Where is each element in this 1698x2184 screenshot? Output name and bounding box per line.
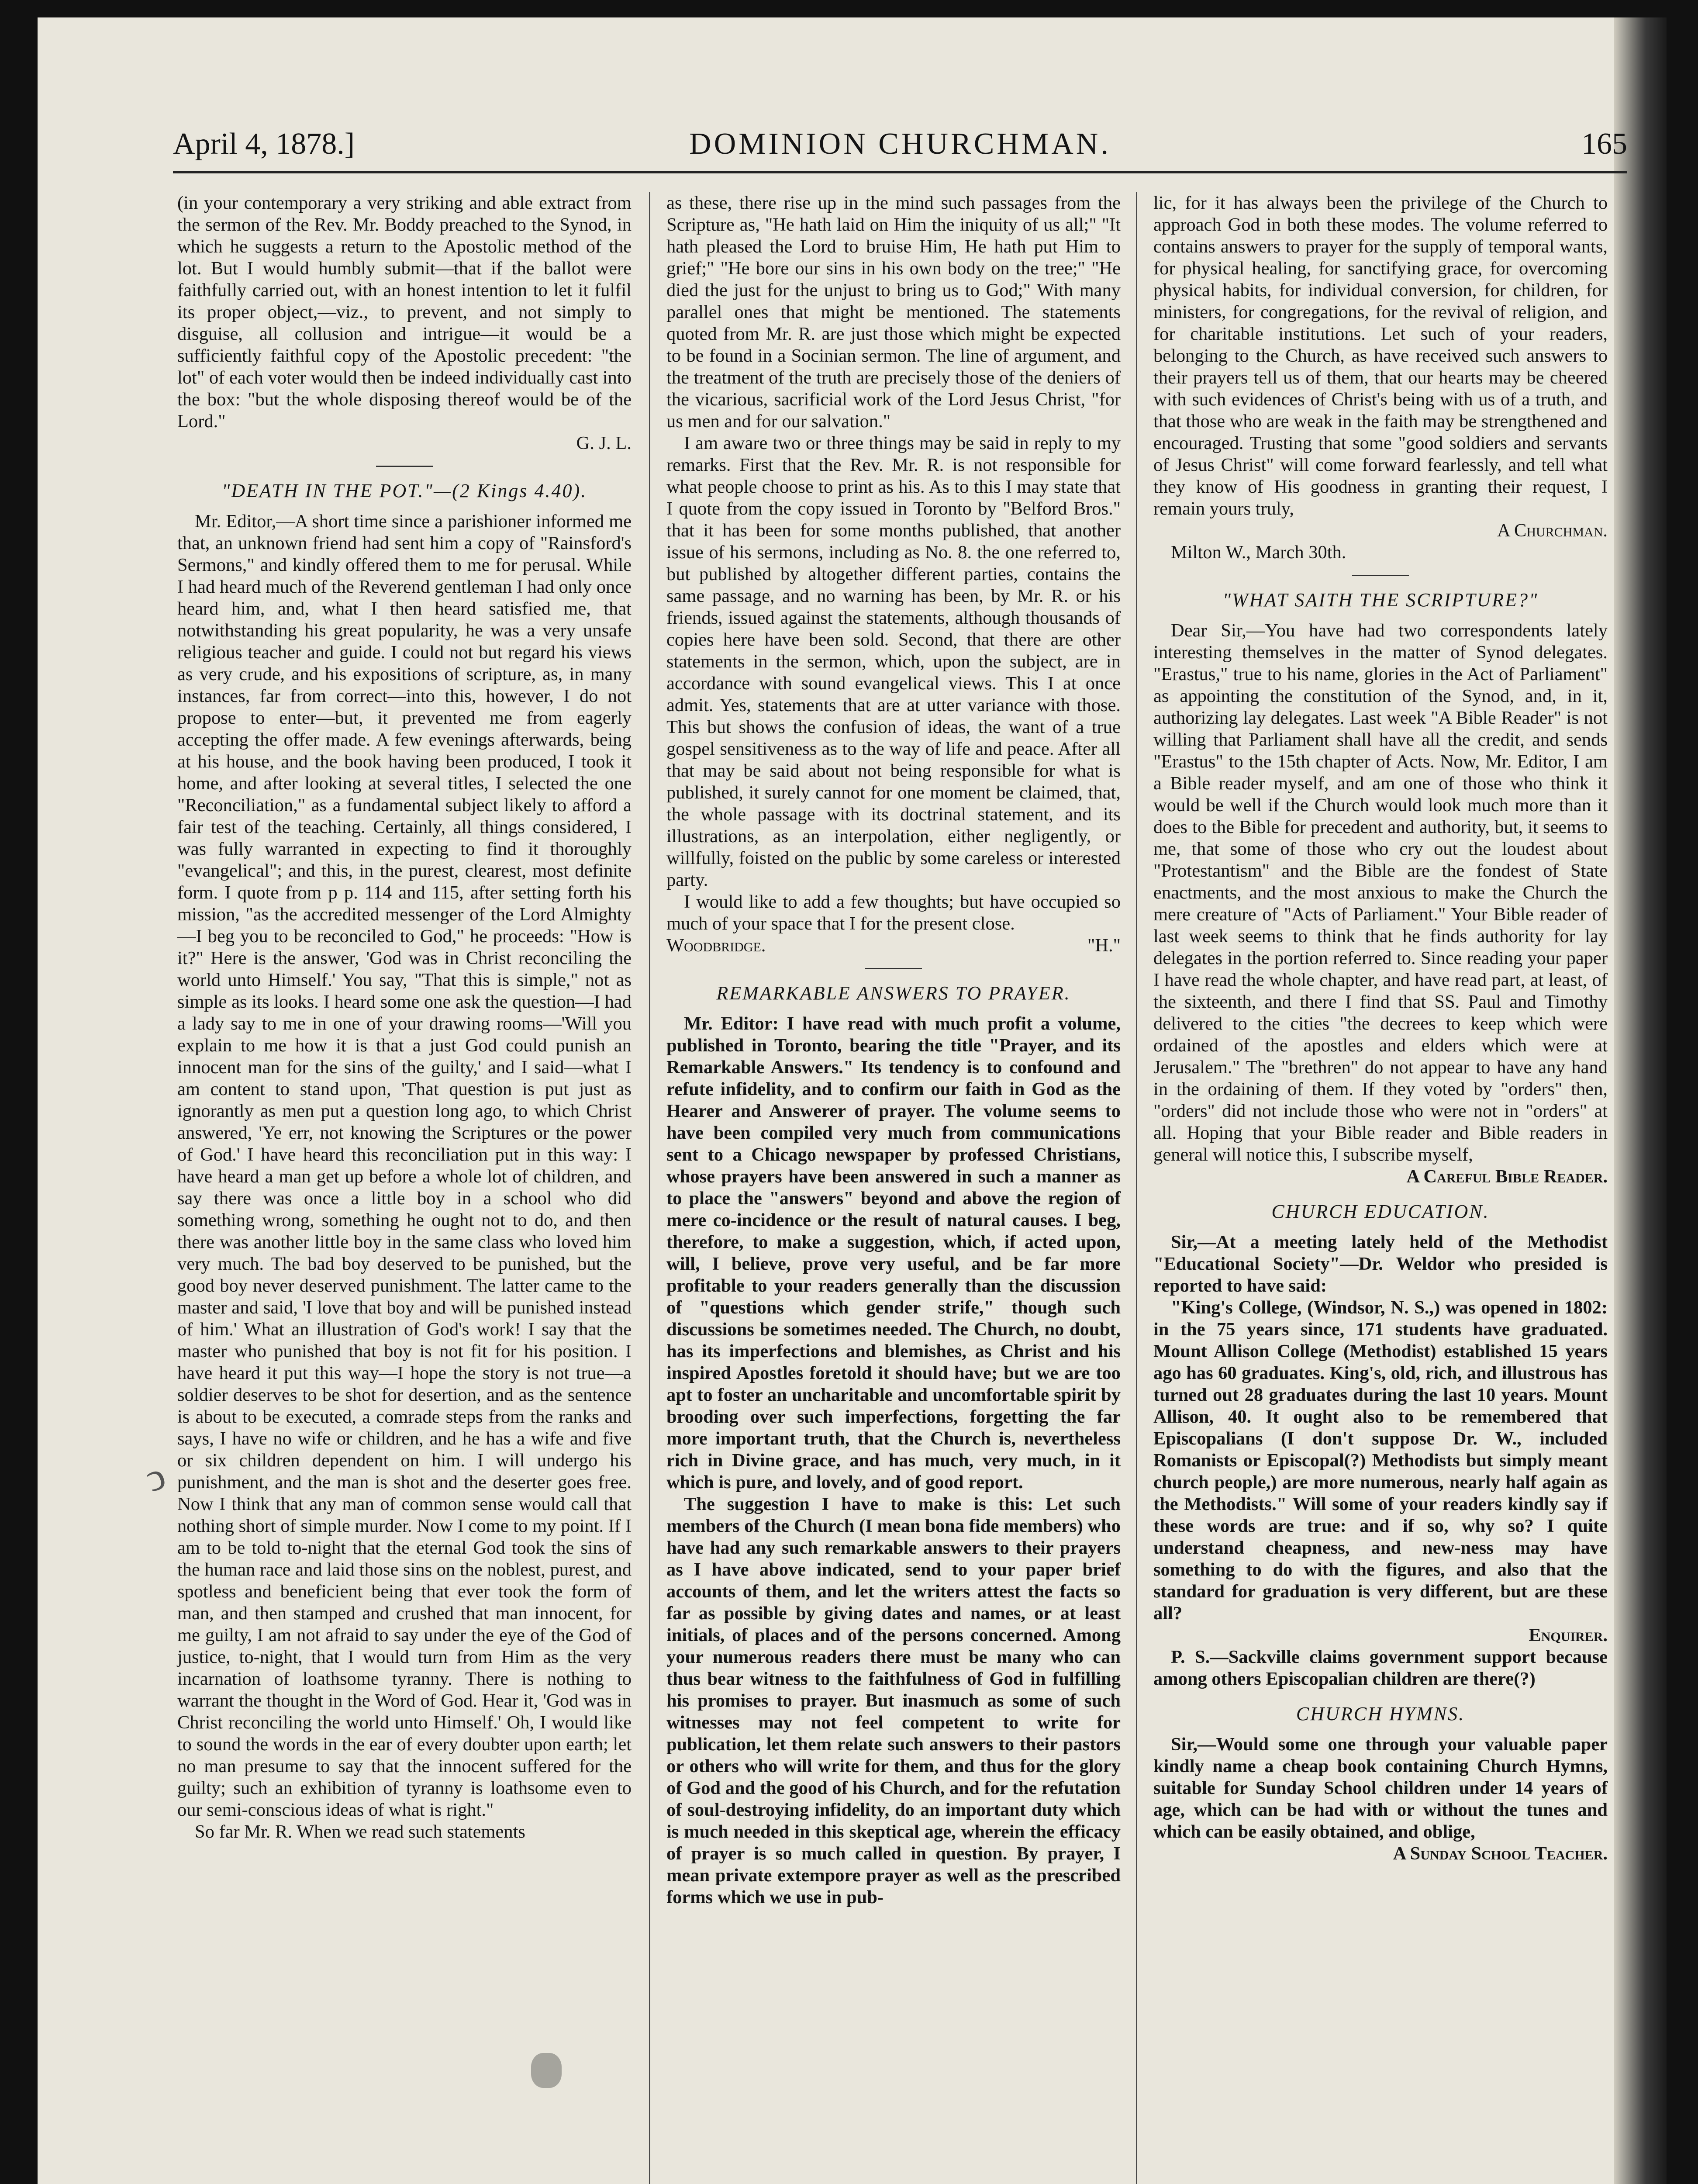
letter-paragraph: Sir,—Would some one through your valuable paper kindly name a cheap book containing Church Hymns, suitable for Sunday School children under 14 years of age, which can be had with or without the tunes and which can be easily obtained, and oblige, bbox=[1153, 1734, 1608, 1842]
letter-signature: G. J. L. bbox=[576, 433, 632, 453]
page-number: 165 bbox=[1581, 127, 1627, 161]
page-header bbox=[173, 118, 1627, 166]
issue-date: April 4, 1878.] bbox=[173, 127, 355, 161]
letter-paragraph: I would like to add a few thoughts; but have occupied so much of your space that I for the present close. bbox=[666, 892, 1121, 934]
section-rule bbox=[865, 968, 922, 969]
article-heading: CHURCH EDUCATION. bbox=[1271, 1201, 1490, 1222]
letter-signoff bbox=[666, 935, 1121, 957]
letter-signature: A Sunday School Teacher. bbox=[1393, 1843, 1608, 1864]
letter-paragraph: The suggestion I have to make is this: Let such members of the Church (I mean bona fide members) who have had any such remarkable answers to their prayers as I have above indicated, send to your paper brief accounts of them, and let the writers attest the facts so far as possible by giving dates and names, or at least initials, of places and of the persons concerned. Among your numerous readers there must be many who can thus bear witness to the faithfulness of God in fulfilling his promises to prayer. But inasmuch as some of such witnesses may not feel competent to write for publication, let them relate such answers to their pastors or others who will write for them, and thus for the glory of God and the good of his Church, and for the refutation of soul-destroying infidelity, do an important duty which is much needed in this skeptical age, wherein the efficacy of prayer is so much called in question. By prayer, I mean private extempore prayer as well as the prescribed forms which we use in pub- bbox=[666, 1494, 1121, 1908]
column-divider bbox=[649, 192, 650, 2184]
column-2 bbox=[666, 192, 1121, 1908]
article-heading: CHURCH HYMNS. bbox=[1296, 1703, 1465, 1724]
newspaper-page bbox=[38, 17, 1667, 2184]
letter-paragraph: Mr. Editor,—A short time since a parishioner informed me that, an unknown friend had sent him a copy of "Rainsford's Sermons," and kindly offered them to me for perusal. While I had heard much of the Reverend gentleman I had only once heard him, and, what I then heard satisfied me, that notwithstanding his great popularity, he was a very unsafe religious teacher and guide. I could not but regard his views as very crude, and his expositions of scripture, as, in many instances, far from correct—into this, however, I do not propose to enter—but, it prevented me from eagerly accepting the offer made. A few evenings afterwards, being at his house, and the book having been produced, I took it home, and after looking at several titles, I selected the one "Reconciliation," as a fundamental subject likely to afford a fair test of the teaching. Certainly, all things considered, I was fully warranted in expecting to find it thoroughly "evangelical"; and this, in the purest, clearest, most definite form. I quote from p p. 114 and 115, after setting forth his mission, "as the accredited messenger of the Lord Almighty—I beg you to be reconciled to God," he proceeds: "How is it?" Here is the answer, 'God was in Christ reconciling the world unto Himself.' You say, "That this is simple," not as simple as its looks. I heard some one ask the question—I had a lady say to me in one of your drawing rooms—'Will you explain to me how it is that a just God could punish an innocent man for the sins of the guilty,' and I said—what I am content to stand upon, 'That question is put just as ignorantly as men put a question long ago, to which Christ answered, 'Ye err, not knowing the Scriptures or the power of God.' I have heard this reconciliation put in this way: I have heard a man get up before a whole lot of children, and say there was once a little boy in a school who did something wrong, something he ought not to do, and then there was another little boy in the same class who loved him very much. The bad boy deserved to be punished, but the good boy never deserved punishment. The latter came to the master and said, 'I love that boy and will be punished instead of him.' What an illustration of God's work! I say that the master who punished that boy is not fit for his position. I have heard it put this way—I hope the story is not true—a soldier deserves to be shot for desertion, and as the sentence is about to be executed, a comrade steps from the ranks and says, I have no wife or children, and he has a wife and five or six children dependent on him. I will undergo his punishment, and the man is shot and the deserter goes free. Now I think that any man of common sense would call that nothing short of simple murder. Now I come to my point. If I am to be told to-night that the eternal God took the sins of the human race and laid those sins on the noblest, purest, and spotless and beneficient being that ever took the form of man, and then stamped and crushed that man innocent, for me guilty, I am not afraid to say under the eye of the God of justice, to-night, that I would turn from Him as the very incarnation of loathsome tyranny. There is nothing to warrant the thought in the Word of God. Hear it, 'God was in Christ reconciling the world unto Himself.' Oh, I would like to sound the words in the ear of every doubter upon earth; let no man presume to say that the innocent suffered for the guilty; such an exhibition of tyranny is loathsome even to our semi-conscious ideas of what is right." bbox=[177, 511, 632, 1820]
section-rule bbox=[376, 466, 433, 467]
binding-shadow bbox=[1614, 17, 1667, 2184]
column-3 bbox=[1153, 192, 1608, 1865]
letter-paragraph: Dear Sir,—You have had two correspondents lately interesting themselves in the matter of Synod delegates. "Erastus," true to his name, glories in the Act of Parliament" as appointing the constitution of the Synod, and, in it, authorizing lay delegates. Last week "A Bible Reader" is not willing that Parliament shall have all the credit, and sends "Erastus" to the 15th chapter of Acts. Now, Mr. Editor, I am a Bible reader myself, and am one of those who think it would be well if the Church would look much more than it does to the Bible for precedent and authority, but, it seems to me, that some of those who cry out the loudest about "Protestantism" and the Bible are the fondest of State enactments, and the most anxious to make the Church the mere creature of "Acts of Parliament." Your Bible reader of last week seems to think that he finds authority for lay delegates in the portion referred to. Since reading your paper I have read the whole chapter, and have read part, at least, of the sixteenth, and there I find that SS. Paul and Timothy delivered to the cities "the decrees to keep which were ordained of the apostles and elders which were at Jerusalem." The "brethren" do not appear to have any hand in the ordaining of them. If they voted by "orders" then, "orders" did not include those who were not in "orders" at all. Hoping that your Bible reader and Bible readers in general will notice this, I subscribe myself, bbox=[1153, 620, 1608, 1165]
letter-paragraph: Mr. Editor: I have read with much profit a volume, published in Toronto, bearing the title "Prayer, and its Remarkable Answers." Its tendency is to confound and refute infidelity, and to confirm our faith in God as the Hearer and Answerer of prayer. The volume seems to have been compiled very much from communications sent to a Chicago newspaper by professed Christians, whose prayers have been answered in such a manner as to place the "answers" beyond and above the region of mere co-incidence or the result of natural causes. I beg, therefore, to make a suggestion, which, if acted upon, will, I believe, prove very useful, and be far more profitable to your readers generally than the discussion of "questions which gender strife," though such discussions be sometimes needed. The Church, no doubt, has its imperfections and blemishes, as Christ and his inspired Apostles foretold it should have; but we are too apt to foster an uncharitable and uncomfortable spirit by brooding over such imperfections, forgetting the far more important truth, that the Church is, nevertheless rich in Divine grace, and has much, very much, in it which is pure, and lovely, and of good report. bbox=[666, 1013, 1121, 1493]
letter-paragraph: So far Mr. R. When we read such statements bbox=[195, 1821, 525, 1842]
letter-place: Milton W., March 30th. bbox=[1171, 542, 1346, 563]
letter-signature: Enquirer. bbox=[1529, 1625, 1608, 1645]
letter-signature: A Churchman. bbox=[1497, 520, 1608, 541]
article-heading: "DEATH IN THE POT."—(2 Kings 4.40). bbox=[221, 480, 587, 501]
letter-signature: A Careful Bible Reader. bbox=[1406, 1166, 1608, 1187]
letter-paragraph: P. S.—Sackville claims government support because among others Episcopalian children are there(?) bbox=[1153, 1647, 1608, 1689]
ink-smudge bbox=[531, 2053, 562, 2088]
letter-place: Woodbridge. bbox=[666, 935, 766, 956]
letter-signature: "H." bbox=[1087, 935, 1121, 956]
pencil-mark: ↄ bbox=[140, 1454, 171, 1500]
letter-paragraph: I am aware two or three things may be said in reply to my remarks. First that the Rev. Mr. R. is not responsible for what people choose to print as his. As to this I may state that I quote from the copy issued in Toronto by "Belford Bros." that it has been for some months published, that another issue of his sermons, including as No. 8. the one referred to, but published by altogether different parties, contains the same passage, and no warning has been, by Mr. R. or his friends, issued against the statements, although thousands of copies here have been sold. Second, that there are other statements in the sermon, which, upon the subject, are in accordance with sound evangelical views. This I at once admit. Yes, statements that are at utter variance with those. This but shows the confusion of ideas, the want of a true gospel sensitiveness as to the way of life and peace. After all that may be said about not being responsible for what is published, it surely cannot for one moment be claimed, that, the whole passage with its doctrinal statement, and its illustrations, as an interpolation, either negligently, or willfully, foisted on the public by some careless or interested party. bbox=[666, 433, 1121, 890]
article-heading: REMARKABLE ANSWERS TO PRAYER. bbox=[716, 982, 1071, 1004]
masthead: DOMINION CHURCHMAN. bbox=[689, 127, 1111, 161]
letter-paragraph: as these, there rise up in the mind such passages from the Scripture as, "He hath laid on Him the iniquity of us all;" "It hath pleased the Lord to bruise Him, He hath put Him to grief;" "He bore our sins in his own body on the tree;" "He died the just for the unjust to bring us to God;" With many parallel ones that might be mentioned. The statements quoted from Mr. R. are just those which might be expected to be found in a Socinian sermon. The line of argument, and the treatment of the truth are precisely those of the deniers of the vicarious, sacrificial work of the Lord Jesus Christ, "for us men and for our salvation." bbox=[666, 193, 1121, 432]
column-1 bbox=[177, 192, 632, 1843]
header-rule bbox=[173, 171, 1627, 173]
letter-paragraph: lic, for it has always been the privilege of the Church to approach God in both these modes. The volume referred to contains answers to prayer for the supply of temporal wants, for physical healing, for sanctifying grace, for overcoming physical habits, for individual conversion, for children, for ministers, for congregations, for the revival of religion, and for charitable institutions. Let such of your readers, belonging to the Church, as have received such answers to their prayers tell us of them, that our hearts may be cheered with such evidences of Christ's being with us of a truth, and that those who are weak in the faith may be strengthened and encouraged. Trusting that some "good soldiers and servants of Jesus Christ" will come forward fearlessly, and tell what they know of His goodness in granting their request, I remain yours truly, bbox=[1153, 193, 1608, 519]
column-divider bbox=[1136, 192, 1137, 2184]
letter-paragraph: Sir,—At a meeting lately held of the Methodist "Educational Society"—Dr. Weldor who presided is reported to have said: bbox=[1153, 1232, 1608, 1296]
article-heading: "WHAT SAITH THE SCRIPTURE?" bbox=[1222, 589, 1539, 611]
letter-paragraph: "King's College, (Windsor, N. S.,) was opened in 1802: in the 75 years since, 171 students have graduated. Mount Allison College (Methodist) established 15 years ago has 60 graduates. King's, old, rich, and illustrous has turned out 28 graduates during the last 10 years. Mount Allison, 40. It ought also to be remembered that Episcopalians (I don't suppose Dr. W., included Romanists or Episcopal(?) Methodists but simply meant church people,) are more numerous, nearly half again as the Methodists." Will some of your readers kindly say if these words are true: and if so, why so? I quite understand cheapness, and new-ness may have something to do with the figures, and also that the standard for graduation is very different, but are these all? bbox=[1153, 1297, 1608, 1624]
section-rule bbox=[1352, 575, 1409, 576]
letter-paragraph: (in your contemporary a very striking and able extract from the sermon of the Rev. Mr. Boddy preached to the Synod, in which he suggests a return to the Apostolic method of the lot. But I would humbly submit—that if the ballot were faithfully carried out, with an honest intention to let it fulfil its proper object,—viz., to prevent, and not simply to disguise, all collusion and intrigue—it would be a sufficiently faithful copy of the Apostolic precedent: "the lot" of each voter would then be indeed individually cast into the box: "but the whole disposing thereof would be of the Lord." bbox=[177, 193, 632, 432]
